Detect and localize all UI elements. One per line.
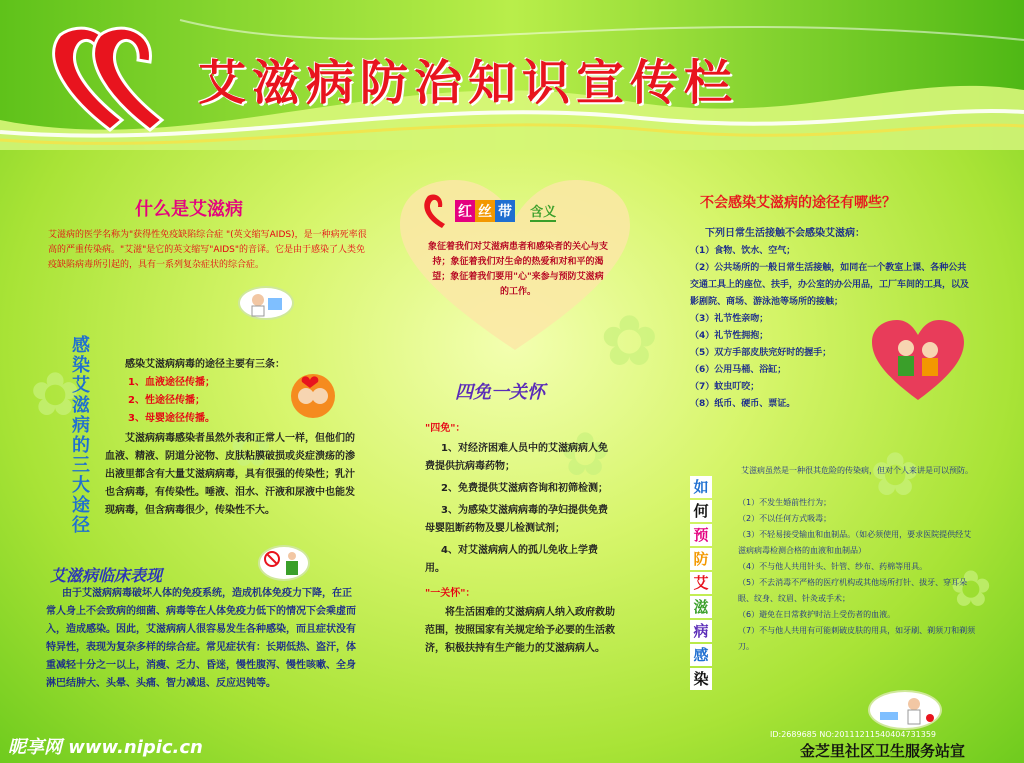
list-item: 1、对经济困难人员中的艾滋病病人免费提供抗病毒药物；	[425, 443, 608, 472]
flower-decoration-icon: ✿	[950, 560, 992, 618]
family-heart-icon	[872, 320, 964, 402]
list-item: 4、对艾滋病病人的孤儿免收上学费用。	[425, 545, 598, 574]
list-item: （1）不发生婚前性行为；	[738, 498, 832, 507]
list-item: 2、性途径传播；	[128, 395, 205, 406]
list-item: （3）礼节性亲吻；	[690, 314, 769, 324]
flower-decoration-icon: ✿	[870, 440, 921, 510]
image-id-watermark: ID:2689685 NO:20111211540404731359	[770, 730, 937, 739]
list-item: （5）不去消毒不严格的医疗机构或其他场所打针、拔牙、穿耳朵眼、纹身、纹眉、针灸或手术；	[738, 578, 968, 603]
prevention-intro: 艾滋病虽然是一种很其危险的传染病，但对个人来讲是可以预防。	[741, 466, 973, 475]
prevention-list	[738, 495, 978, 655]
nurse-illustration	[868, 690, 942, 730]
list-item: （5）双方手部皮肤完好时的握手；	[690, 348, 832, 358]
four-free-care: 将生活困难的艾滋病病人纳入政府救助范围，按照国家有关规定给予必要的生活救济，积极扶持有生产能力的艾滋病病人。	[425, 607, 615, 654]
list-item: 3、为感染艾滋病病毒的孕妇提供免费母婴阻断药物及婴儿检测试剂；	[425, 505, 608, 534]
what-is-body: 艾滋病的医学名称为"获得性免疫缺陷综合症 "(英文缩写AIDS)，是一种病死率很高的严重传染病。"艾滋"是它的英文缩写"AIDS"的音译。它是由于感染了人类免疫缺陷病毒所引起的，具有一系列复杂症状的综合症。	[48, 230, 367, 270]
symptoms-title: 艾滋病临床表现	[50, 566, 163, 585]
organization-label: 金芝里社区卫生服务站宣	[800, 742, 966, 760]
what-is-title: 什么是艾滋病	[135, 199, 243, 220]
routes-body: 艾滋病病毒感染者虽然外表和正常人一样，但他们的血液、精液、阴道分泌物、皮肤粘膜破损或炎症溃疡的渗出液里都含有大量艾滋病病毒，具有很强的传染性；乳汁也含病毒，有传染性。唾液、泪水、汗液和尿液中也能发现病毒，但含病毒很少，传染性不大。	[105, 433, 355, 516]
no-infection-title: 不会感染艾滋病的途径有哪些？	[700, 195, 896, 211]
routes-intro: 感染艾滋病病毒的途径主要有三条：	[125, 359, 285, 370]
list-item: （6）公用马桶、浴缸；	[690, 365, 787, 375]
list-item: 2、免费提供艾滋病咨询和初筛检测；	[441, 483, 608, 494]
routes-list	[128, 374, 215, 428]
prevention-vertical-title: 如 何 预 防 艾 滋 病 感 染	[690, 476, 712, 692]
routes-vertical-title: 感染艾滋病的三大途径	[69, 335, 90, 535]
four-free-list	[425, 440, 615, 582]
ribbon-title: 红 丝 带 含义	[455, 200, 556, 222]
site-watermark: 昵享网 www.nipic.cn	[8, 737, 203, 758]
list-item: （4）不与他人共用针头、针管、纱布、药棉等用具。	[738, 562, 928, 571]
four-free-sub1: "四免"：	[425, 423, 466, 434]
flower-decoration-icon: ✿	[230, 420, 272, 478]
list-item: （2）公共场所的一般日常生活接触，如同在一个教室上课、各种公共交通工具上的座位、扶手，办公室的办公用品，工厂车间的工具，以及影剧院、商场、游泳池等场所的接触；	[690, 263, 970, 307]
red-ribbon-icon	[40, 20, 170, 140]
flower-decoration-icon: ✿	[30, 360, 81, 430]
four-free-title: 四免一关怀	[455, 382, 545, 403]
page-title: 艾滋病防治知识宣传栏	[198, 55, 739, 111]
couple-heart-icon	[288, 372, 338, 424]
list-item: （7）不与他人共用有可能刺破皮肤的用具，如牙刷、剃须刀和剃须刀。	[738, 626, 976, 651]
no-infection-intro: 下列日常生活接触不会感染艾滋病：	[705, 228, 865, 239]
no-smoking-illustration	[258, 545, 310, 581]
ribbon-small-icon	[420, 194, 446, 234]
list-item: （8）纸币、硬币、票证。	[690, 399, 796, 409]
four-free-sub2: "一关怀"：	[425, 588, 476, 599]
flower-decoration-icon: ✿	[600, 300, 659, 382]
list-item: （1）食物、饮水、空气；	[690, 246, 796, 256]
list-item: （2）不以任何方式吸毒；	[738, 514, 832, 523]
list-item: 1、血液途径传播；	[128, 377, 215, 388]
ribbon-body: 象征着我们对艾滋病患者和感染者的关心与支持；象征着我们对生命的热爱和对和平的渴望；象征着我们要用"心"来参与预防艾滋病的工作。	[428, 242, 609, 297]
list-item: （3）不轻易接受输血和血制品。（如必须使用，要求医院提供经艾滋病病毒检测合格的血液和血制品）	[738, 530, 972, 555]
doctor-illustration	[238, 286, 294, 320]
flower-decoration-icon: ✿	[560, 420, 611, 490]
list-item: （7）蚊虫叮咬；	[690, 382, 760, 392]
list-item: 3、母婴途径传播。	[128, 413, 215, 424]
symptoms-body: 由于艾滋病病毒破坏人体的免疫系统，造成机体免疫力下降，在正常人身上不会致病的细菌、病毒等在人体免疫力低下的情况下会乘虚而入，造成感染。因此，艾滋病病人很容易发生各种感染，而且症状没有特异性，表现为复杂多样的综合症。常见症状有：长期低热、盗汗，体重减轻十分之一以上，消瘦、乏力、昏迷，慢性腹泻、慢性咳嗽、全身淋巴结肿大、头晕、头痛、智力减退、反应迟钝等。	[46, 588, 356, 689]
list-item: （4）礼节性拥抱；	[690, 331, 769, 341]
list-item: （6）避免在日常救护时沾上受伤者的血液。	[738, 610, 896, 619]
